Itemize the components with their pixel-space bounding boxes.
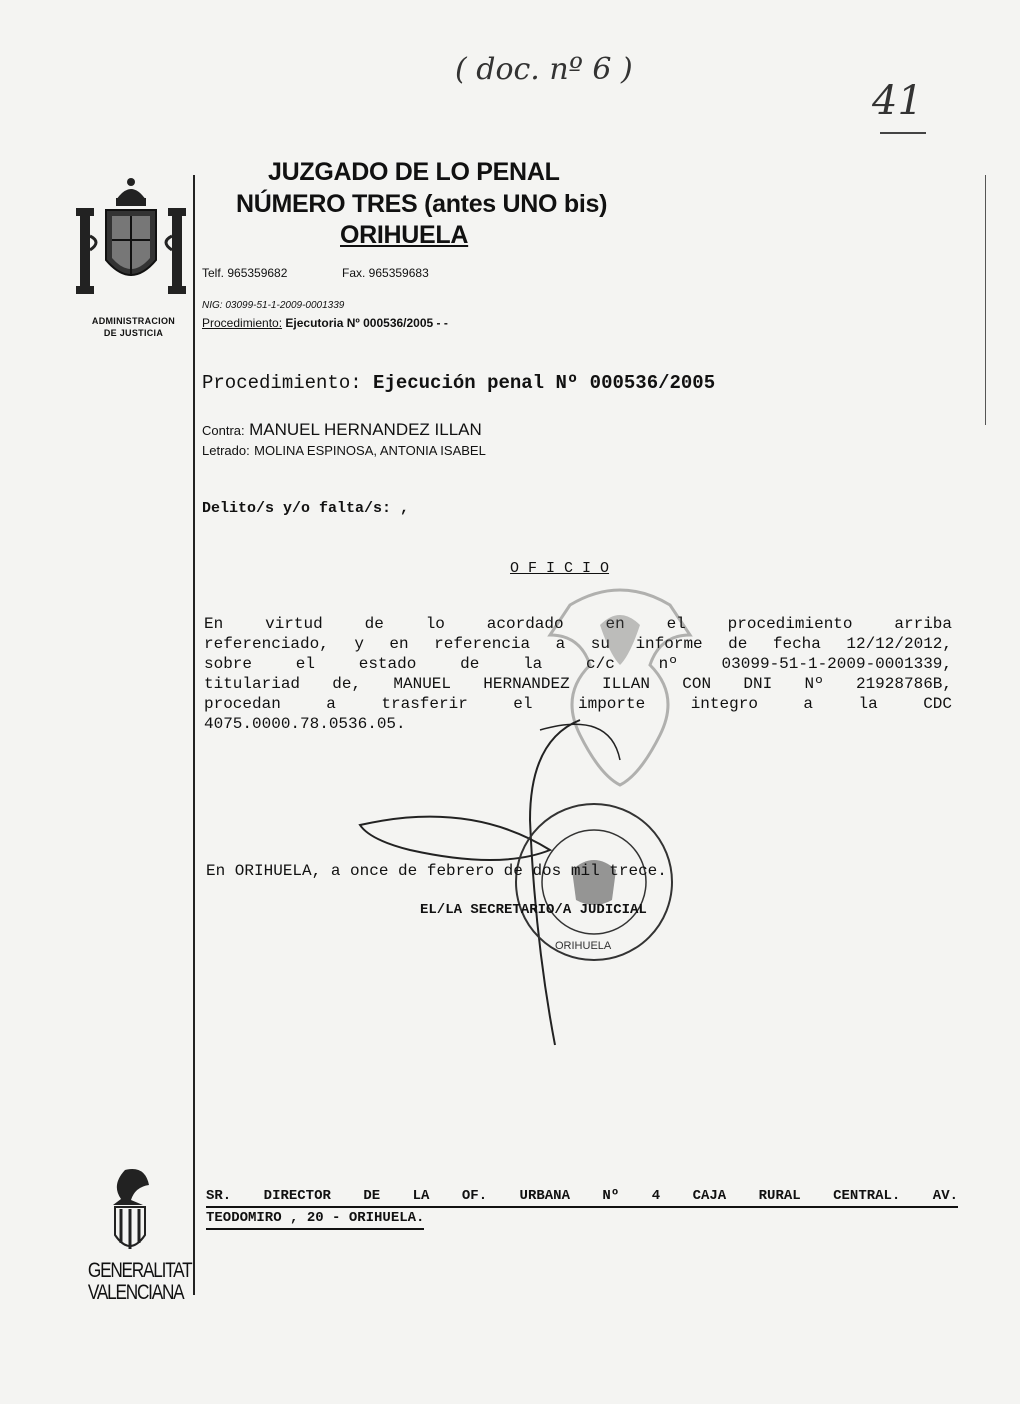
generalitat-line2: VALENCIANA (87, 1281, 184, 1304)
handwritten-page-number: 41 (872, 78, 923, 124)
fax-number: Fax. 965359683 (342, 266, 429, 280)
contra-value: MANUEL HERNANDEZ ILLAN (249, 420, 482, 439)
generalitat-bat-icon (105, 1165, 155, 1260)
handwritten-doc-note: ( doc. nº 6 ) (455, 52, 633, 87)
margin-rule (193, 175, 195, 1295)
logo-caption-line1: ADMINISTRACION (91, 316, 176, 326)
place-and-date: En ORIHUELA, a once de febrero de dos mil trece. (206, 862, 667, 880)
addressee-line1: SR. DIRECTOR DE LA OF. URBANA Nº 4 CAJA RURAL CENTRAL. AV. (206, 1186, 958, 1208)
page-number-underline (880, 132, 926, 134)
letrado-value: MOLINA ESPINOSA, ANTONIA ISABEL (254, 443, 486, 458)
oficio-title: O F I C I O (510, 560, 610, 577)
oficio-line: procedan a trasferir el importe integro a la CDC (204, 695, 952, 713)
phone-number: Telf. 965359682 (202, 266, 288, 280)
stamp-inner-text: ORIHUELA (555, 940, 612, 952)
court-city: ORIHUELA (340, 221, 469, 249)
letrado-label: Letrado: (202, 443, 250, 458)
oficio-line: En virtud de lo acordado en el procedimiento arriba (204, 615, 952, 633)
header-proc-label: Procedimiento: (202, 316, 283, 330)
coat-of-arms-icon (72, 172, 190, 312)
oficio-line: titulariad de, MANUEL HERNANDEZ ILLAN CON DNI Nº 21928786B, (204, 675, 952, 693)
header-proc-value: Ejecutoria Nº 000536/2005 - - (285, 316, 448, 330)
addressee-line2: TEODOMIRO , 20 - ORIHUELA. (206, 1208, 424, 1230)
case-proc-value: Ejecución penal Nº 000536/2005 (373, 372, 716, 394)
oficio-account-line: 4075.0000.78.0536.05. (204, 715, 406, 733)
right-rule (985, 175, 986, 425)
delito-line: Delito/s y/o falta/s: , (202, 500, 410, 517)
oficio-line: referenciado, y en referencia a su informe de fecha 12/12/2012, (204, 635, 952, 653)
court-name-line2: NÚMERO TRES (antes UNO bis) (236, 190, 608, 218)
generalitat-line1: GENERALITAT (87, 1259, 192, 1282)
case-proc-label: Procedimiento: (202, 372, 362, 394)
court-name-line1: JUZGADO DE LO PENAL (268, 158, 560, 186)
signatory-title: EL/LA SECRETARIO/A JUDICIAL (420, 902, 647, 918)
nig-code: NIG: 03099-51-1-2009-0001339 (202, 300, 345, 311)
contra-label: Contra: (202, 423, 245, 438)
logo-caption-line2: DE JUSTICIA (103, 328, 164, 338)
oficio-line: sobre el estado de la c/c nº 03099-51-1-2009-0001339, (204, 655, 952, 673)
